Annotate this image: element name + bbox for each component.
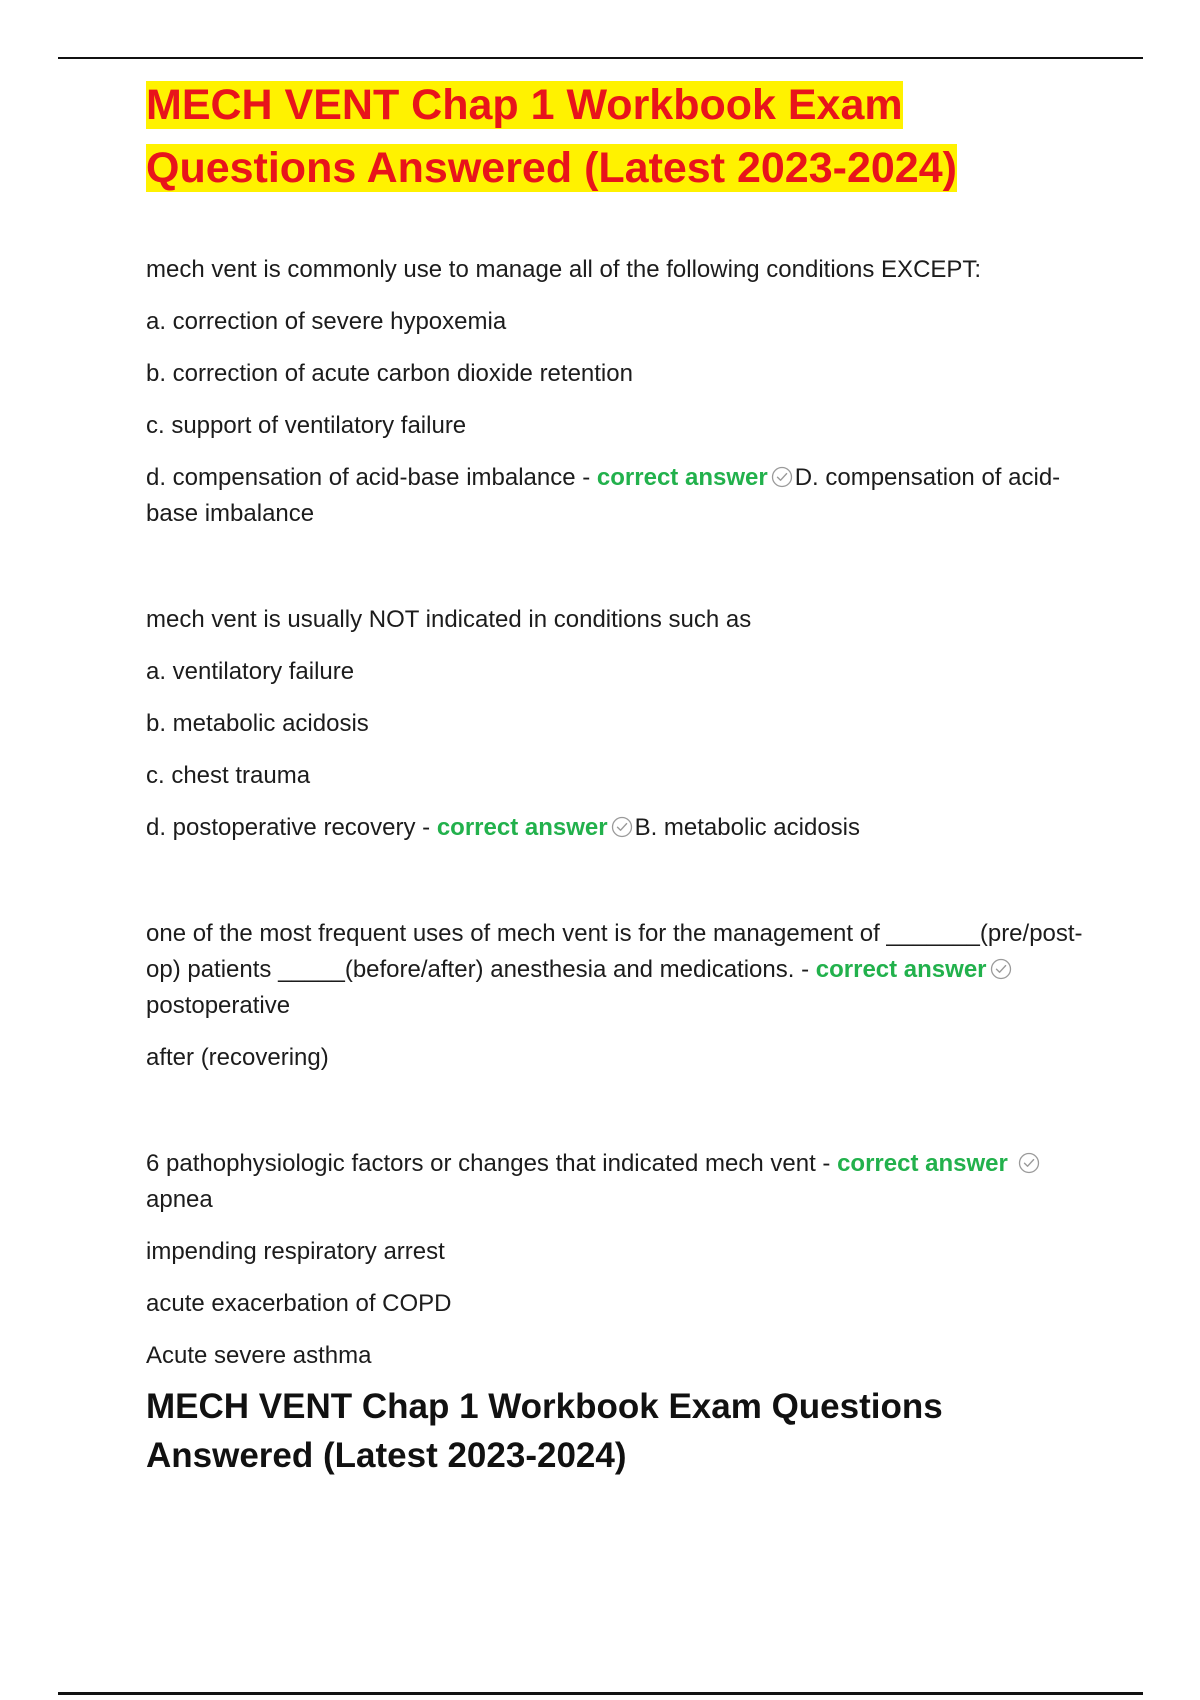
answer-line: acute exacerbation of COPD [146,1290,452,1317]
check-circle-icon [1018,1152,1040,1174]
document-page [146,74,1091,1480]
question-stem-with-answer [146,916,1091,1024]
option-d-with-answer [146,460,1091,532]
correct-answer-label: correct answer [596,464,768,491]
option-d-with-answer [146,810,1091,846]
question-3 [146,916,1091,1076]
option-a: a. correction of severe hypoxemia [146,308,507,335]
question-stem: mech vent is commonly use to manage all of the following conditions EXCEPT: [146,256,982,283]
check-circle-icon [990,958,1012,980]
correct-answer-label: correct answer [815,956,987,983]
option-c: c. chest trauma [146,762,311,789]
bottom-rule [58,1692,1143,1695]
option-a: a. ventilatory failure [146,658,355,685]
option-c: c. support of ventilatory failure [146,412,467,439]
option-d: d. postoperative recovery - [146,814,437,841]
answer-line: impending respiratory arrest [146,1238,445,1265]
check-circle-icon [771,466,793,488]
question-stem-with-answer [146,1146,1091,1218]
answer-line: Acute severe asthma [146,1342,372,1369]
correct-answer-label: correct answer [436,814,608,841]
top-rule [58,57,1143,59]
question-1 [146,252,1091,532]
footer-title: MECH VENT Chap 1 Workbook Exam Questions Answered (Latest 2023-2024) [146,1387,943,1475]
answer-text: postoperative [146,992,291,1019]
answer-text: D. compensation of acid-base imbalance [146,464,1061,527]
option-b: b. metabolic acidosis [146,710,369,737]
answer-line: after (recovering) [146,1044,329,1071]
question-2 [146,602,1091,846]
question-4 [146,1146,1091,1374]
option-b: b. correction of acute carbon dioxide retention [146,360,633,387]
question-stem: mech vent is usually NOT indicated in conditions such as [146,606,752,633]
answer-text: B. metabolic acidosis [634,814,861,841]
document-title: MECH VENT Chap 1 Workbook Exam Questions Answered (Latest 2023-2024) [146,81,957,192]
option-d: d. compensation of acid-base imbalance - [146,464,597,491]
correct-answer-label: correct answer [837,1150,1008,1177]
question-stem: 6 pathophysiologic factors or changes that indicated mech vent - [146,1150,838,1177]
check-circle-icon [611,816,633,838]
question-stem: one of the most frequent uses of mech vent is for the management of _______(pre/post-op) patients _____(before/after) anesthesia and medications. - [146,920,1083,983]
answer-text: apnea [146,1186,213,1213]
